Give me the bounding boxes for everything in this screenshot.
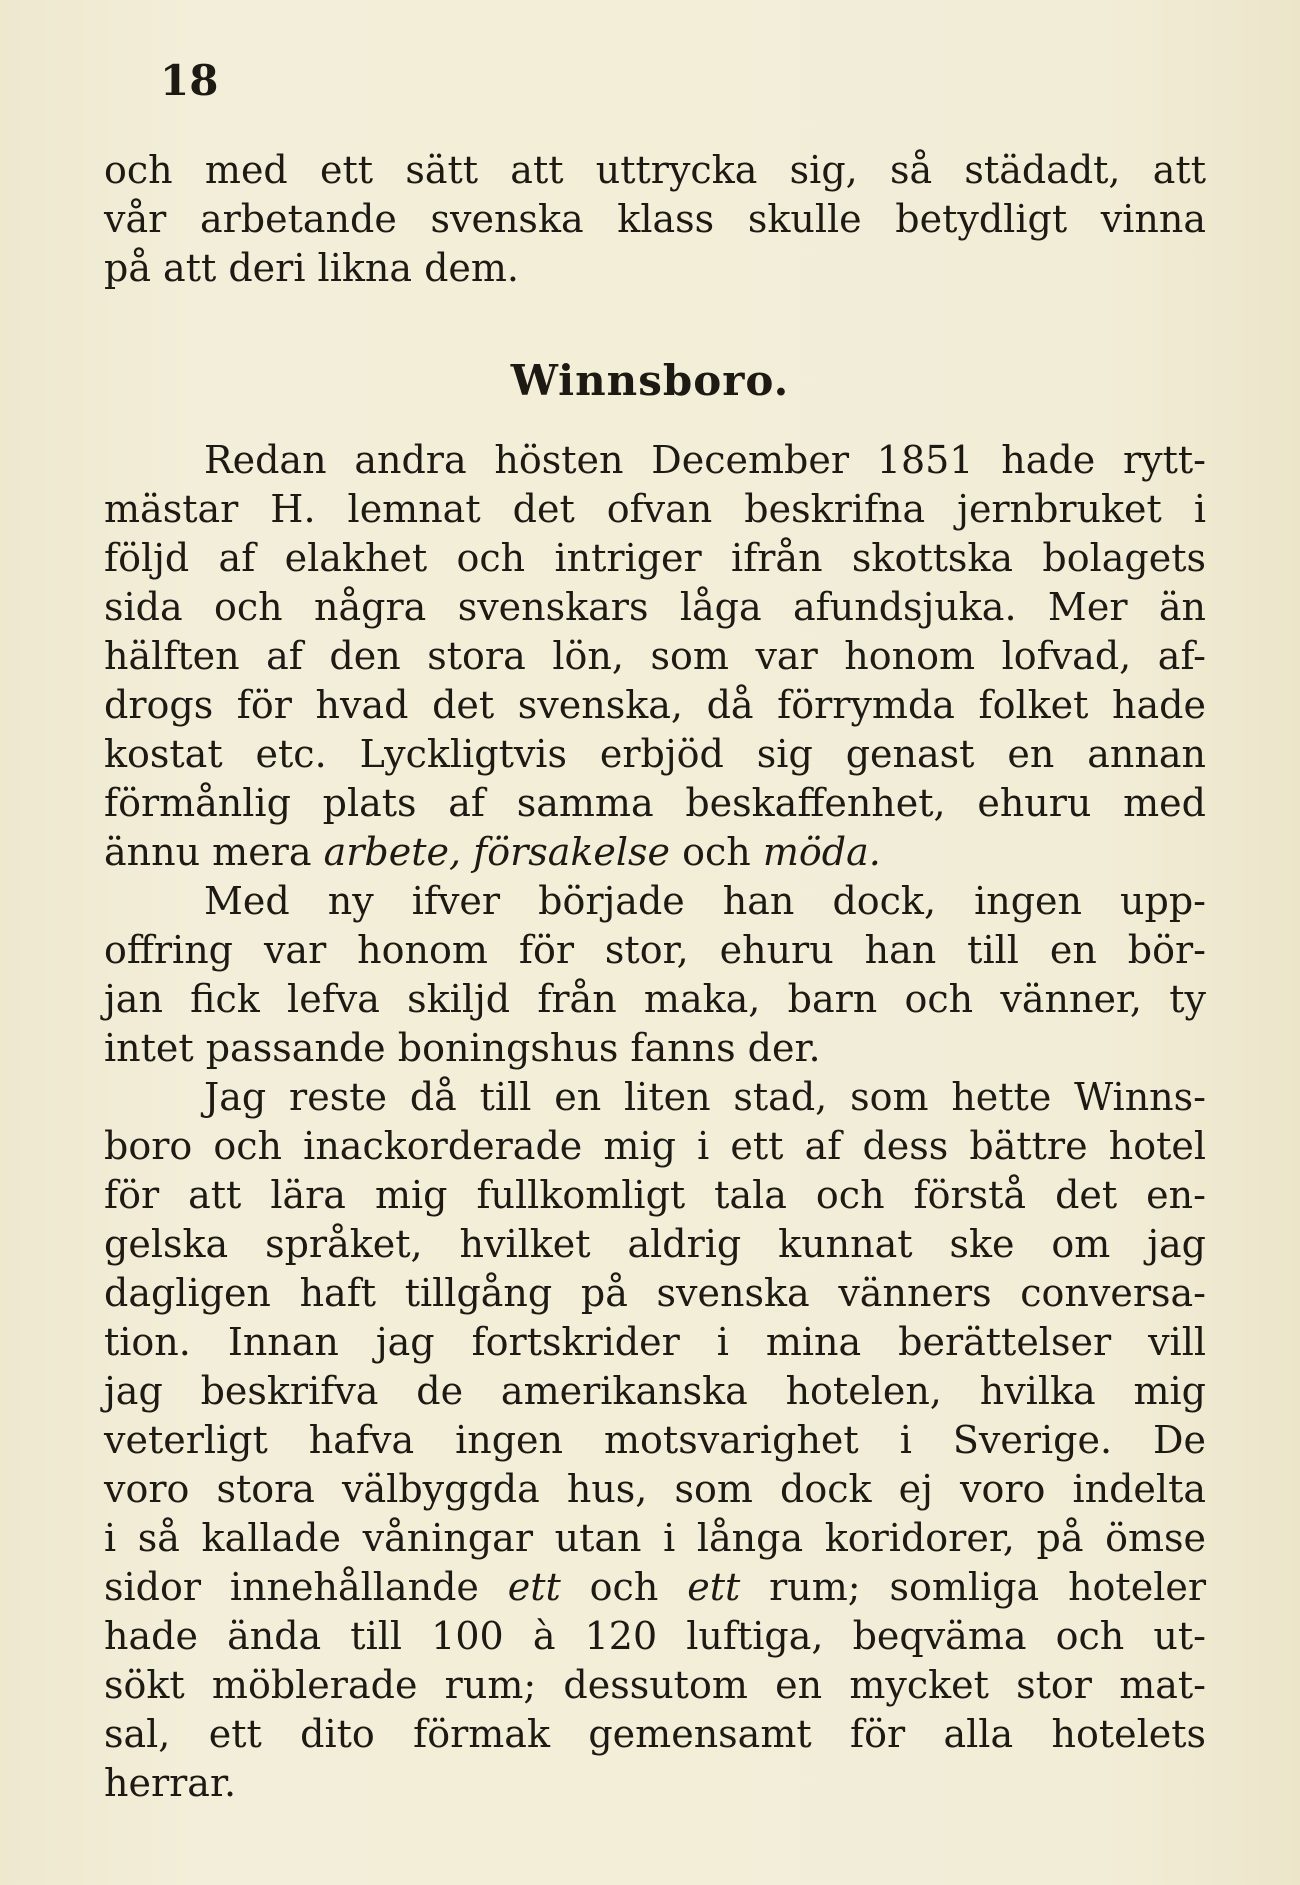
text-line: förmånlig plats af samma beskaffenhet, ehuru med: [104, 781, 1206, 825]
text-line: Jag reste då till en liten stad, som hette Winns-: [204, 1075, 1206, 1119]
text-line: för att lära mig fullkomligt tala och förstå det en-: [104, 1173, 1206, 1217]
text-line: intet passande boningshus fanns der.: [104, 1026, 821, 1070]
text-line: jan fick lefva skiljd från maka, barn och vänner, ty: [104, 977, 1206, 1021]
text-line: mästar H. lemnat det ofvan beskrifna jernbruket i: [104, 487, 1206, 531]
text-line: vår arbetande svenska klass skulle betydligt vinna: [104, 197, 1206, 241]
page-number: 18: [160, 56, 219, 105]
paragraph-1: [104, 436, 1206, 877]
text-line: voro stora välbyggda hus, som dock ej voro indelta: [104, 1467, 1206, 1511]
text-line: sida och några svenskars låga afundsjuka. Mer än: [104, 585, 1206, 629]
text-line: offring var honom för stor, ehuru han till en bör-: [104, 928, 1206, 972]
text-line: och med ett sätt att uttrycka sig, så städadt, att: [104, 148, 1206, 192]
text-line: drogs för hvad det svenska, då förrymda folket hade: [104, 683, 1206, 727]
text-line: på att deri likna dem.: [104, 246, 520, 290]
paragraph-2: [104, 877, 1206, 1073]
paragraph-3: [104, 1073, 1206, 1808]
text-line: ännu mera arbete, försakelse och möda.: [104, 830, 881, 874]
text-line: tion. Innan jag fortskrider i mina berättelser vill: [104, 1320, 1206, 1364]
text-line: boro och inackorderade mig i ett af dess bättre hotel: [104, 1124, 1206, 1168]
text-line: kostat etc. Lyckligtvis erbjöd sig genast en annan: [104, 732, 1206, 776]
text-line: jag beskrifva de amerikanska hotelen, hvilka mig: [104, 1369, 1206, 1413]
text-line: Redan andra hösten December 1851 hade rytt-: [204, 438, 1206, 482]
text-line: gelska språket, hvilket aldrig kunnat ske om jag: [104, 1222, 1206, 1266]
text-line: följd af elakhet och intriger ifrån skottska bolagets: [104, 536, 1206, 580]
section-heading: Winnsboro.: [510, 356, 790, 405]
text-line: hade ända till 100 à 120 luftiga, beqväma och ut-: [104, 1614, 1206, 1658]
text-line: sökt möblerade rum; dessutom en mycket stor mat-: [104, 1663, 1206, 1707]
text-line: i så kallade våningar utan i långa koridorer, på ömse: [104, 1516, 1206, 1560]
text-line: hälften af den stora lön, som var honom lofvad, af-: [104, 634, 1206, 678]
text-line: sal, ett dito förmak gemensamt för alla hotelets: [104, 1712, 1206, 1756]
text-line: veterligt hafva ingen motsvarighet i Sverige. De: [104, 1418, 1206, 1462]
text-line: sidor innehållande ett och ett rum; somliga hoteler: [104, 1565, 1207, 1609]
text-line: herrar.: [104, 1761, 237, 1805]
text-line: Med ny ifver började han dock, ingen upp-: [204, 879, 1206, 923]
intro-paragraph: [104, 146, 1206, 293]
text-line: dagligen haft tillgång på svenska vänners conversa-: [104, 1271, 1206, 1315]
